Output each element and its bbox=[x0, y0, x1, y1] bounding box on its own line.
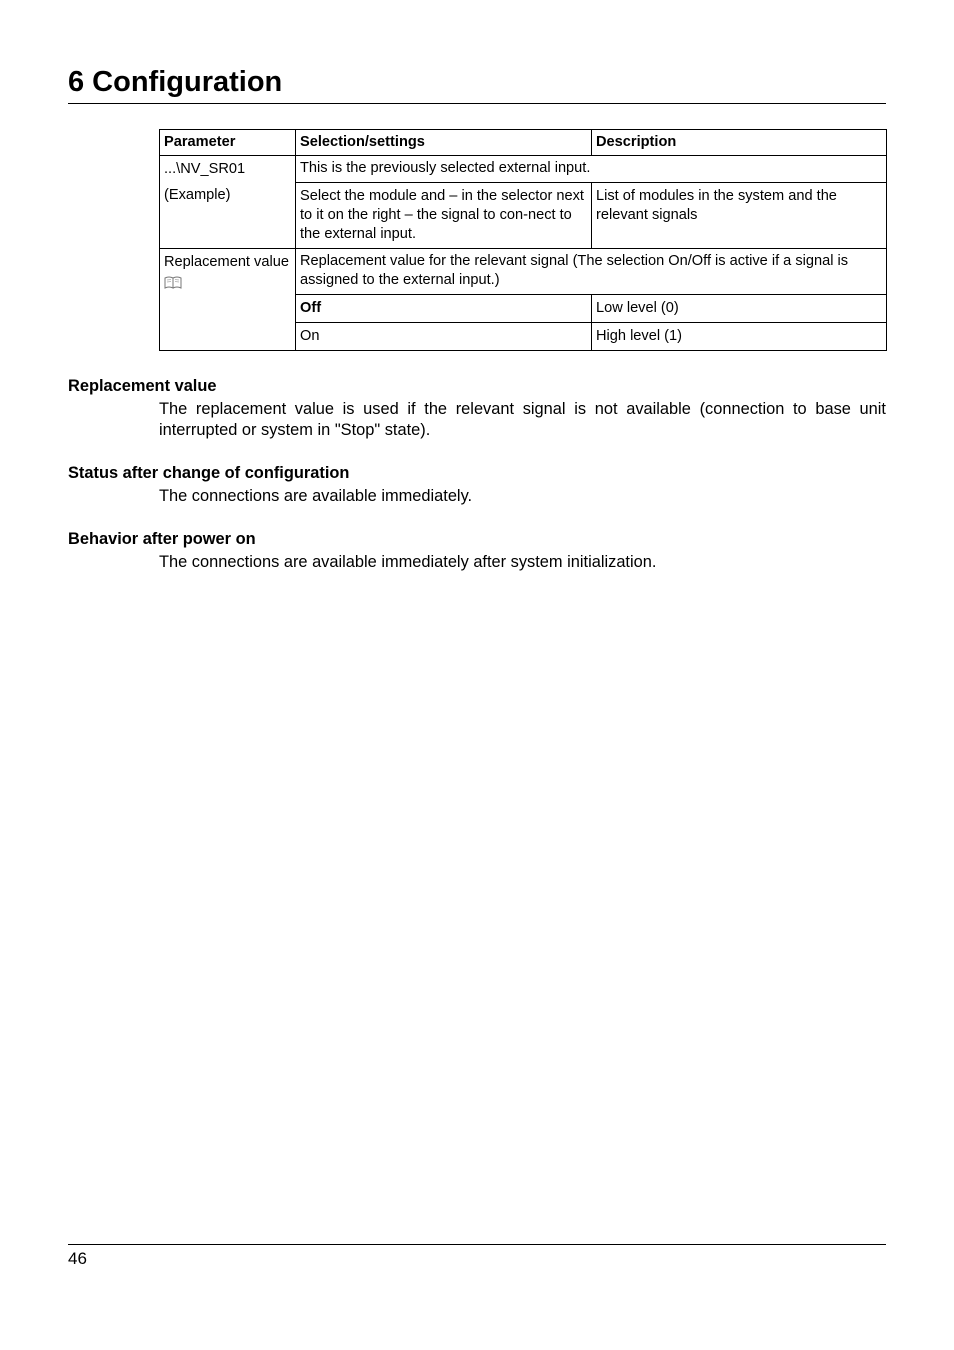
param-note: (Example) bbox=[164, 187, 231, 203]
title-divider bbox=[68, 103, 886, 104]
selection-cell: Select the module and – in the selector next to it on the right – the signal to con-nect to the external input. bbox=[296, 183, 592, 249]
table-row bbox=[160, 249, 887, 295]
span-cell: This is the previously selected external input. bbox=[296, 156, 887, 183]
param-cell-replacement bbox=[160, 249, 296, 351]
param-cell-nv-sr01 bbox=[160, 156, 296, 249]
table-row bbox=[160, 156, 887, 183]
option-label: Off bbox=[296, 295, 592, 323]
option-description: High level (1) bbox=[592, 323, 887, 351]
param-name: Replacement value bbox=[164, 254, 289, 270]
option-description: Low level (0) bbox=[592, 295, 887, 323]
table-header-row bbox=[160, 130, 887, 156]
description-cell: List of modules in the system and the relevant signals bbox=[592, 183, 887, 249]
header-parameter: Parameter bbox=[160, 130, 296, 156]
section-body-replacement-value: The replacement value is used if the relevant signal is not available (connection to base unit interrupted or system in "Stop" state). bbox=[159, 400, 886, 439]
parameter-table bbox=[159, 129, 887, 351]
section-heading-power-on: Behavior after power on bbox=[68, 530, 256, 548]
section-body-status: The connections are available immediately. bbox=[159, 487, 473, 505]
header-description: Description bbox=[592, 130, 887, 156]
section-heading-replacement-value: Replacement value bbox=[68, 377, 217, 395]
header-selection-settings: Selection/settings bbox=[296, 130, 592, 156]
section-heading-status: Status after change of configuration bbox=[68, 464, 350, 482]
page-number: 46 bbox=[68, 1249, 87, 1268]
option-label: On bbox=[296, 323, 592, 351]
footer-divider bbox=[68, 1244, 886, 1245]
span-cell: Replacement value for the relevant signal (The selection On/Off is active if a signal is assigned to the external input.) bbox=[296, 249, 887, 295]
param-name: ...\NV_SR01 bbox=[164, 161, 246, 177]
section-body-power-on: The connections are available immediately after system initialization. bbox=[159, 553, 657, 571]
book-icon bbox=[164, 276, 182, 289]
chapter-title: 6 Configuration bbox=[68, 66, 283, 98]
